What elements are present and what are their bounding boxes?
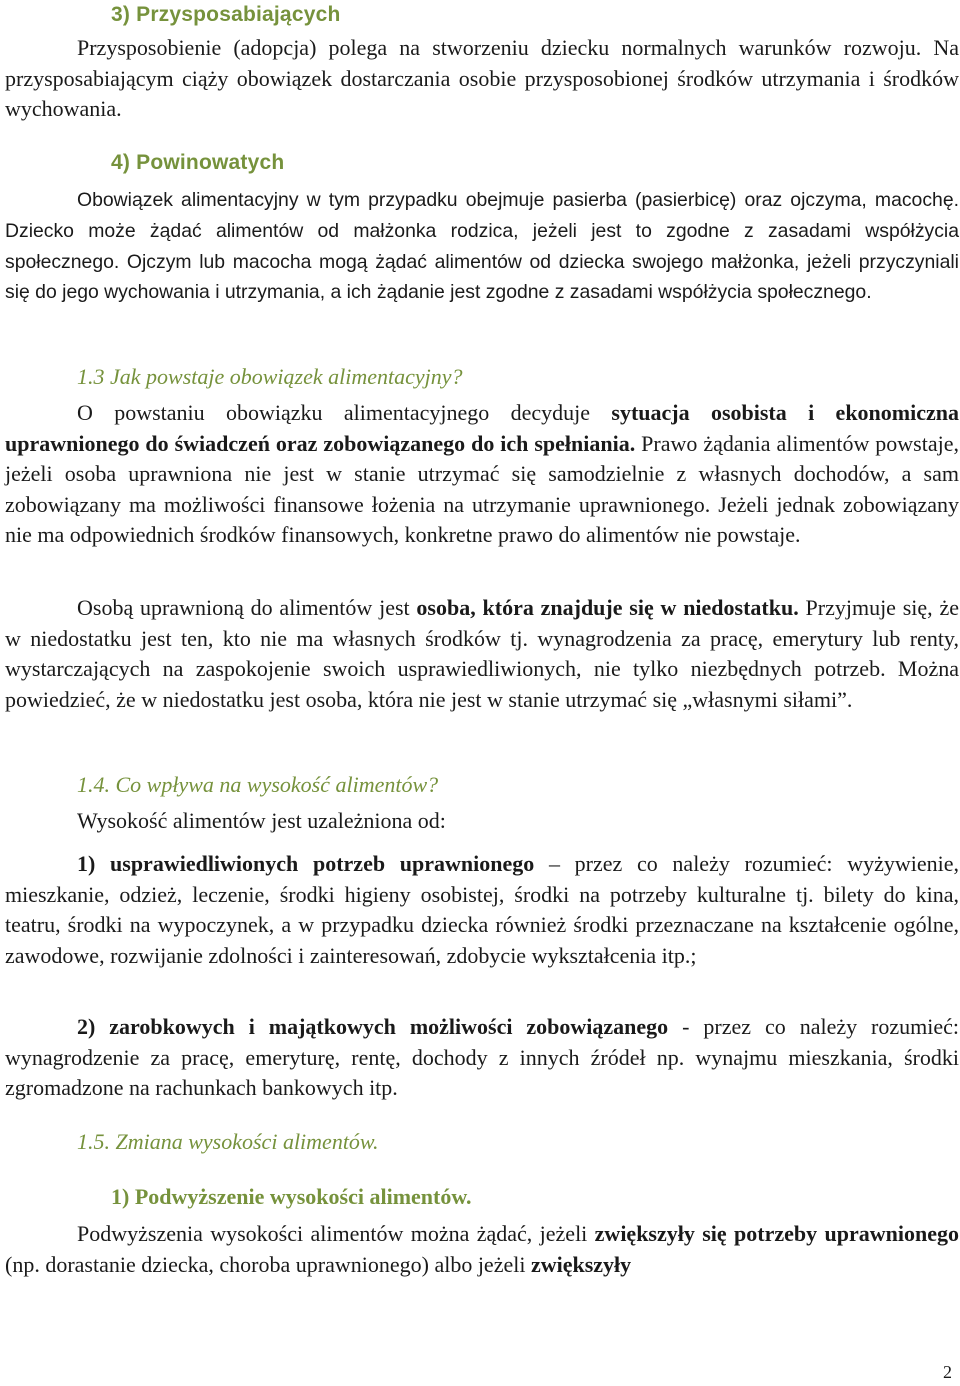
list-item-title: 2) zarobkowych i majątkowych możliwości zobowiązanego (77, 1014, 669, 1039)
paragraph-text: Przyjmuje się, że w niedostatku jest ten, kto nie ma własnych środków tj. wynagrodzenia za pracę, emerytury lub renty, wystarczających na zaspokojenie swoich usprawiedliwionych, nie tylko niezbędnych potrzeb. Można powiedzieć, że w niedostatku jest osoba, która nie jest w stanie utrzymać się „własnymi siłami”. (5, 595, 959, 712)
paragraph-adoption: Przysposobienie (adopcja) polega na stworzeniu dziecku normalnych warunków rozwoju. Na przysposabiającym ciąży obowiązek dostarczania osobie przysposobionej środków utrzymania i środków wychowania. (5, 35, 959, 122)
paragraph-text: O powstaniu obowiązku alimentacyjnego decyduje (77, 400, 612, 425)
section-heading-1-5: 1.5. Zmiana wysokości alimentów. (77, 1129, 379, 1154)
list-item-needs (5, 849, 959, 971)
bold-emphasis: zwiększyły się potrzeby uprawnionego (594, 1221, 959, 1246)
paragraph-text: Prawo żądania alimentów powstaje, jeżeli osoba uprawniona nie jest w stanie utrzymać się samodzielnie z własnych dochodów, a sam zobowiązany ma możliwości finansowe łożenia na utrzymanie uprawnionego. Jeżeli jednak zobowiązany nie ma odpowiednich środków finansowych, konkretne prawo do alimentów nie powstaje. (5, 430, 959, 548)
bold-emphasis: zwiększyły (530, 1251, 632, 1277)
paragraph-text: Podwyższenia wysokości alimentów można żądać, jeżeli (77, 1221, 595, 1246)
list-item-text: - przez co należy rozumieć: wynagrodzenie za pracę, emeryturę, rentę, dochody z innych źródeł np. wynajmu mieszkania, środki zgromadzone na rachunkach bankowych itp. (5, 1014, 960, 1101)
subsection-heading-increase: 1) Podwyższenie wysokości alimentów. (111, 1184, 472, 1209)
paragraph-amount-intro: Wysokość alimentów jest uzależniona od: (77, 808, 446, 833)
section-heading-1-3: 1.3 Jak powstaje obowiązek alimentacyjny? (77, 364, 463, 389)
list-item-title: 1) usprawiedliwionych potrzeb uprawnionego (77, 851, 535, 876)
section-heading-in-laws: 4) Powinowatych (111, 151, 285, 174)
paragraph-entitled-person (5, 593, 959, 715)
section-heading-adopting: 3) Przysposabiających (111, 3, 341, 26)
bold-emphasis: sytuacja osobista i ekonomiczna uprawnionego do świadczeń oraz zobowiązanego do ich spełniania. (5, 400, 959, 456)
page-number: 2 (943, 1362, 952, 1382)
list-item-possibilities (5, 1012, 959, 1104)
paragraph-in-laws: Obowiązek alimentacyjny w tym przypadku obejmuje pasierba (pasierbicę) oraz ojczyma, macochę. Dziecko może żądać alimentów od małżonka rodzica, jeżeli jest to zgodne z zasadami współżycia społecznego. Ojczym lub macocha mogą żądać alimentów od dziecka swojego małżonka, jeżeli przyczyniali się do jego wychowania i utrzymania, a ich żądanie jest zgodne z zasadami współżycia społecznego. (5, 189, 959, 304)
paragraph-obligation-origin (5, 398, 959, 551)
paragraph-text: (np. dorastanie dziecka, choroba uprawnionego) albo jeżeli (5, 1251, 531, 1277)
bold-emphasis: osoba, która znajduje się w niedostatku. (416, 595, 799, 620)
paragraph-text: Osobą uprawnioną do alimentów jest (77, 595, 417, 620)
list-item-text: – przez co należy rozumieć: wyżywienie, mieszkanie, odzież, leczenie, środki higieny osobistej, środki na potrzeby kulturalne tj. bilety do kina, teatru, środki na wypoczynek, a w przypadku dziecka również środki przeznaczane na kształcenie ogólne, zawodowe, rozwijanie zdolności i zainteresowań, zdobycie wykształcenia itp.; (5, 851, 959, 968)
section-heading-1-4: 1.4. Co wpływa na wysokość alimentów? (77, 772, 439, 797)
paragraph-increase (5, 1219, 959, 1280)
